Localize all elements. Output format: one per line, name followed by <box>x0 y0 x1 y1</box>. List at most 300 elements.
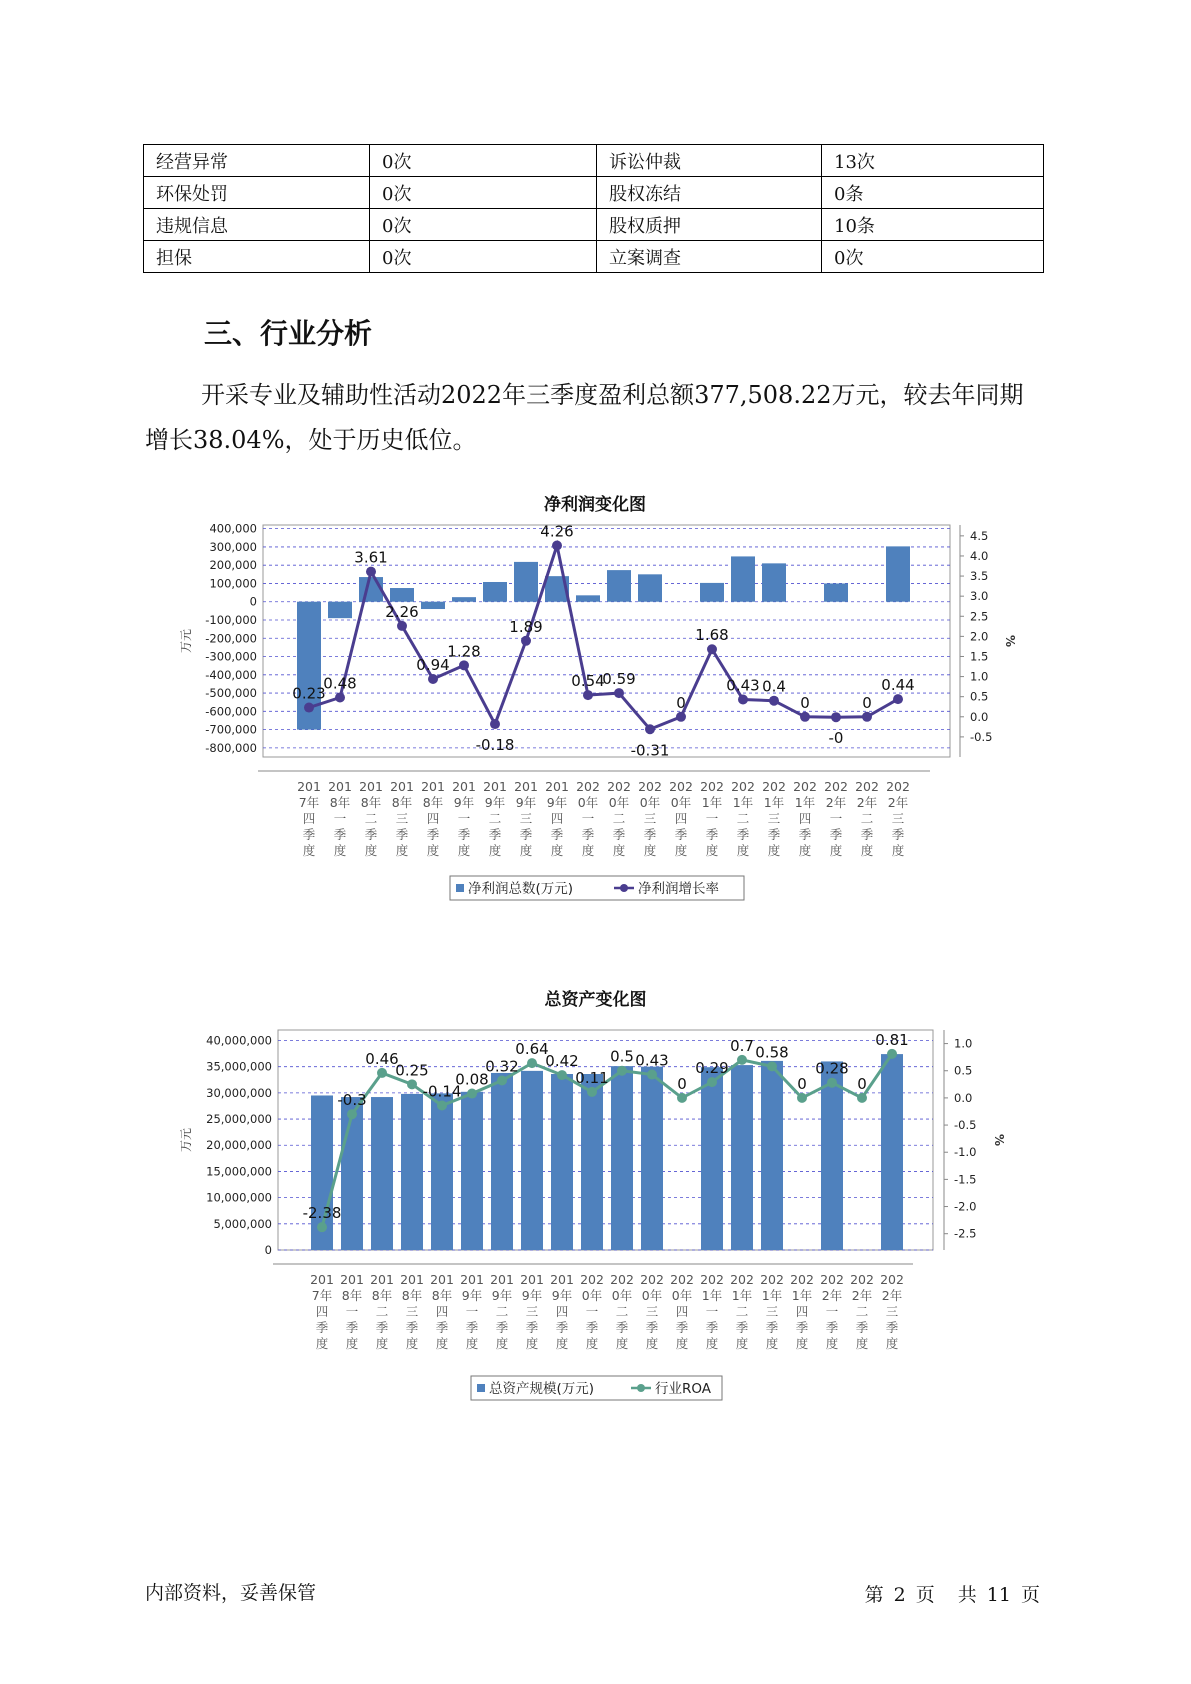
x-tick-label: 季 <box>798 827 812 842</box>
y-tick-label: 15,000,000 <box>206 1164 272 1179</box>
line-point <box>437 1101 447 1111</box>
x-tick-label: 9年 <box>521 1288 543 1303</box>
data-label: 0.28 <box>815 1059 849 1078</box>
right-tick-label: 1.0 <box>954 1036 973 1051</box>
y-tick-label: 400,000 <box>209 521 257 536</box>
x-tick-label: 201 <box>400 1272 424 1287</box>
x-tick-label: 201 <box>550 1272 574 1287</box>
data-label: 0.48 <box>323 674 357 693</box>
legend-bar-swatch <box>477 1384 485 1392</box>
x-tick-label: 季 <box>643 827 657 842</box>
x-tick-label: 1年 <box>761 1288 783 1303</box>
data-label: 0.42 <box>545 1052 579 1071</box>
x-tick-label: 季 <box>735 1320 749 1335</box>
right-tick-label: -0.5 <box>954 1118 977 1133</box>
x-tick-label: 度 <box>525 1336 539 1351</box>
x-tick-label: 7年 <box>298 795 320 810</box>
line-point <box>614 688 624 698</box>
right-tick-label: 1.0 <box>970 669 989 684</box>
x-tick-label: 度 <box>765 1336 779 1351</box>
x-tick-label: 四 <box>315 1304 329 1319</box>
x-tick-label: 度 <box>302 843 316 858</box>
x-tick-label: 四 <box>426 811 440 826</box>
y-tick-label: -300,000 <box>205 649 257 664</box>
data-label: 0.08 <box>455 1070 489 1089</box>
x-tick-label: 四 <box>795 1304 809 1319</box>
data-label: 0.64 <box>515 1040 549 1059</box>
x-tick-label: 季 <box>315 1320 329 1335</box>
x-tick-label: 三 <box>645 1304 659 1319</box>
data-label: 0 <box>857 1074 867 1093</box>
x-tick-label: 0年 <box>671 1288 693 1303</box>
bar <box>371 1097 393 1250</box>
x-tick-label: 度 <box>829 843 843 858</box>
data-label: -0.18 <box>475 736 515 755</box>
risk-item-value: 0次 <box>822 241 1044 273</box>
data-label: -2.38 <box>302 1204 342 1223</box>
x-tick-label: 季 <box>736 827 750 842</box>
x-tick-label: 202 <box>886 779 910 794</box>
x-tick-label: 一 <box>457 811 471 826</box>
line-point <box>557 1070 567 1080</box>
risk-item-label: 股权冻结 <box>597 177 822 209</box>
risk-item-value: 0次 <box>370 209 597 241</box>
x-tick-label: 2年 <box>851 1288 873 1303</box>
x-tick-label: 季 <box>333 827 347 842</box>
x-tick-label: 202 <box>731 779 755 794</box>
bar <box>514 562 538 602</box>
x-tick-label: 季 <box>495 1320 509 1335</box>
x-tick-label: 季 <box>581 827 595 842</box>
x-tick-label: 度 <box>364 843 378 858</box>
right-tick-label: 0.0 <box>970 709 989 724</box>
legend-bar-swatch <box>456 884 464 892</box>
x-tick-label: 度 <box>435 1336 449 1351</box>
risk-table-row <box>144 177 1044 209</box>
data-label: 0.32 <box>485 1057 519 1076</box>
x-tick-label: 度 <box>550 843 564 858</box>
x-tick-label: 9年 <box>515 795 537 810</box>
x-tick-label: 一 <box>705 1304 719 1319</box>
data-label: 3.61 <box>354 548 388 567</box>
x-tick-label: 202 <box>700 779 724 794</box>
x-tick-label: 8年 <box>391 795 413 810</box>
x-tick-label: 度 <box>333 843 347 858</box>
line-point <box>428 674 438 684</box>
x-tick-label: 8年 <box>360 795 382 810</box>
x-tick-label: 度 <box>375 1336 389 1351</box>
data-label: 1.68 <box>695 626 729 645</box>
x-tick-label: 201 <box>421 779 445 794</box>
x-tick-label: 季 <box>405 1320 419 1335</box>
risk-item-label: 环保处罚 <box>144 177 370 209</box>
data-label: -0.31 <box>630 741 670 760</box>
right-tick-label: -2.0 <box>954 1199 977 1214</box>
legend-bar-label: 总资产规模(万元) <box>489 1381 595 1397</box>
x-tick-label: 三 <box>525 1304 539 1319</box>
x-tick-label: 度 <box>585 1336 599 1351</box>
footer-page-number: 第 2 页 共 11 页 <box>864 1584 1040 1606</box>
data-label: 1.89 <box>509 617 543 636</box>
x-tick-label: 四 <box>674 811 688 826</box>
data-label: 0.54 <box>571 672 605 691</box>
line-point <box>767 1061 777 1071</box>
y-tick-label: -800,000 <box>205 740 257 755</box>
x-tick-label: 201 <box>390 779 414 794</box>
x-tick-label: 202 <box>762 779 786 794</box>
x-tick-label: 2年 <box>856 795 878 810</box>
right-tick-label: 2.0 <box>970 629 989 644</box>
x-tick-label: 一 <box>829 811 843 826</box>
y-tick-label: 25,000,000 <box>206 1112 272 1127</box>
right-tick-label: -1.5 <box>954 1172 977 1187</box>
right-tick-label: 1.5 <box>970 649 989 664</box>
bar <box>452 597 476 602</box>
right-axis-title: % <box>1003 634 1017 648</box>
x-tick-label: 四 <box>435 1304 449 1319</box>
x-tick-label: 季 <box>465 1320 479 1335</box>
x-tick-label: 0年 <box>581 1288 603 1303</box>
x-tick-label: 202 <box>607 779 631 794</box>
bar <box>521 1071 543 1250</box>
x-tick-label: 201 <box>545 779 569 794</box>
x-tick-label: 202 <box>824 779 848 794</box>
line-point <box>797 1093 807 1103</box>
line-point <box>490 719 500 729</box>
x-tick-label: 季 <box>525 1320 539 1335</box>
x-tick-label: 二 <box>735 1304 749 1319</box>
data-label: 0.7 <box>730 1036 754 1055</box>
x-tick-label: 度 <box>860 843 874 858</box>
y-tick-label: -700,000 <box>205 722 257 737</box>
x-tick-label: 三 <box>767 811 781 826</box>
x-tick-label: 三 <box>765 1304 779 1319</box>
x-tick-label: 季 <box>645 1320 659 1335</box>
x-tick-label: 度 <box>675 1336 689 1351</box>
right-tick-label: 2.5 <box>970 609 989 624</box>
x-tick-label: 二 <box>488 811 502 826</box>
right-tick-label: 0.5 <box>954 1063 973 1078</box>
x-tick-label: 1年 <box>763 795 785 810</box>
x-tick-label: 度 <box>395 843 409 858</box>
x-tick-label: 0年 <box>608 795 630 810</box>
x-tick-label: 度 <box>612 843 626 858</box>
x-tick-label: 一 <box>581 811 595 826</box>
bar <box>821 1061 843 1250</box>
line-point <box>377 1068 387 1078</box>
x-tick-label: 二 <box>736 811 750 826</box>
risk-item-label: 经营异常 <box>144 145 370 177</box>
x-tick-label: 季 <box>395 827 409 842</box>
data-label: 0.58 <box>755 1043 789 1062</box>
data-label: 0.94 <box>416 655 450 674</box>
line-point <box>552 541 562 551</box>
line-point <box>857 1093 867 1103</box>
risk-item-value: 0次 <box>370 177 597 209</box>
x-tick-label: 201 <box>483 779 507 794</box>
x-tick-label: 度 <box>615 1336 629 1351</box>
legend-line-label: 净利润增长率 <box>638 881 719 897</box>
x-tick-label: 8年 <box>422 795 444 810</box>
line-point <box>647 1070 657 1080</box>
data-label: 0.5 <box>610 1047 634 1066</box>
right-tick-label: 3.5 <box>970 569 989 584</box>
x-tick-label: 季 <box>612 827 626 842</box>
risk-item-label: 诉讼仲裁 <box>597 145 822 177</box>
data-label: 2.26 <box>385 602 419 621</box>
x-tick-label: 1年 <box>701 1288 723 1303</box>
x-tick-label: 2年 <box>825 795 847 810</box>
x-tick-label: 1年 <box>731 1288 753 1303</box>
y-tick-label: 35,000,000 <box>206 1059 272 1074</box>
risk-table-row <box>144 241 1044 273</box>
y-tick-label: 30,000,000 <box>206 1085 272 1100</box>
y-tick-label: -500,000 <box>205 686 257 701</box>
bar <box>607 570 631 602</box>
x-tick-label: 201 <box>460 1272 484 1287</box>
x-tick-label: 二 <box>860 811 874 826</box>
legend-line-marker <box>637 1384 645 1392</box>
legend <box>450 876 744 900</box>
x-tick-label: 2年 <box>881 1288 903 1303</box>
bar <box>581 1074 603 1250</box>
x-tick-label: 二 <box>364 811 378 826</box>
x-tick-label: 2年 <box>821 1288 843 1303</box>
bar <box>390 588 414 602</box>
x-tick-label: 季 <box>795 1320 809 1335</box>
x-tick-label: 度 <box>674 843 688 858</box>
x-tick-label: 202 <box>640 1272 664 1287</box>
x-tick-label: 8年 <box>431 1288 453 1303</box>
x-tick-label: 202 <box>580 1272 604 1287</box>
x-tick-label: 度 <box>519 843 533 858</box>
x-tick-label: 度 <box>705 843 719 858</box>
x-tick-label: 201 <box>514 779 538 794</box>
x-tick-label: 1年 <box>701 795 723 810</box>
line-point <box>769 696 779 706</box>
line-point <box>347 1109 357 1119</box>
x-tick-label: 201 <box>370 1272 394 1287</box>
x-tick-label: 度 <box>736 843 750 858</box>
data-label: 0 <box>676 693 686 712</box>
x-tick-label: 度 <box>855 1336 869 1351</box>
x-tick-label: 9年 <box>453 795 475 810</box>
x-tick-label: 季 <box>860 827 874 842</box>
risk-table-row <box>144 145 1044 177</box>
y-tick-label: 10,000,000 <box>206 1190 272 1205</box>
bar <box>761 1061 783 1250</box>
bar <box>461 1092 483 1250</box>
x-tick-label: 202 <box>760 1272 784 1287</box>
x-tick-label: 度 <box>345 1336 359 1351</box>
data-label: 0.25 <box>395 1061 429 1080</box>
x-tick-label: 度 <box>555 1336 569 1351</box>
x-tick-label: 季 <box>674 827 688 842</box>
x-tick-label: 201 <box>340 1272 364 1287</box>
x-tick-label: 8年 <box>371 1288 393 1303</box>
x-tick-label: 201 <box>359 779 383 794</box>
x-tick-label: 0年 <box>611 1288 633 1303</box>
x-tick-label: 季 <box>855 1320 869 1335</box>
data-label: 0.29 <box>695 1059 729 1078</box>
analysis-paragraph: 开采专业及辅助性活动2022年三季度盈利总额377,508.22万元，较去年同期增长38.04%，处于历史低位。 <box>145 381 1024 454</box>
y-tick-label: 20,000,000 <box>206 1138 272 1153</box>
data-label: -0.3 <box>337 1091 367 1110</box>
y-tick-label: -200,000 <box>205 631 257 646</box>
line-point <box>831 712 841 722</box>
y-tick-label: 0 <box>249 594 257 609</box>
y-tick-label: 200,000 <box>209 558 257 573</box>
x-tick-label: 季 <box>705 827 719 842</box>
line-point <box>583 690 593 700</box>
line-point <box>737 1055 747 1065</box>
x-tick-label: 7年 <box>311 1288 333 1303</box>
x-tick-label: 度 <box>795 1336 809 1351</box>
risk-item-value: 0条 <box>822 177 1044 209</box>
line-point <box>738 695 748 705</box>
bar <box>886 546 910 601</box>
line-point <box>335 692 345 702</box>
x-tick-label: 季 <box>675 1320 689 1335</box>
x-tick-label: 0年 <box>577 795 599 810</box>
x-tick-label: 0年 <box>641 1288 663 1303</box>
x-tick-label: 0年 <box>639 795 661 810</box>
x-tick-label: 度 <box>645 1336 659 1351</box>
x-tick-label: 季 <box>345 1320 359 1335</box>
right-tick-label: 3.0 <box>970 589 989 604</box>
risk-item-value: 0次 <box>370 241 597 273</box>
x-tick-label: 季 <box>302 827 316 842</box>
x-tick-label: 一 <box>333 811 347 826</box>
x-tick-label: 度 <box>643 843 657 858</box>
total-assets-chart <box>0 1025 1191 1435</box>
x-tick-label: 季 <box>364 827 378 842</box>
data-label: 0.23 <box>292 684 326 703</box>
line-point <box>862 712 872 722</box>
x-tick-label: 202 <box>700 1272 724 1287</box>
total-assets-chart-title: 总资产变化图 <box>544 990 647 1010</box>
x-tick-label: 202 <box>638 779 662 794</box>
x-tick-label: 三 <box>643 811 657 826</box>
x-tick-label: 季 <box>555 1320 569 1335</box>
bar <box>431 1093 453 1250</box>
line-point <box>707 644 717 654</box>
x-tick-label: 季 <box>585 1320 599 1335</box>
data-label: 0.46 <box>365 1049 399 1068</box>
x-tick-label: 201 <box>297 779 321 794</box>
x-tick-label: 度 <box>767 843 781 858</box>
data-label: 0.81 <box>875 1030 909 1049</box>
legend <box>471 1376 722 1400</box>
x-tick-label: 度 <box>891 843 905 858</box>
x-tick-label: 202 <box>669 779 693 794</box>
line-point <box>887 1049 897 1059</box>
x-tick-label: 1年 <box>794 795 816 810</box>
risk-info-table <box>143 144 1044 273</box>
x-tick-label: 季 <box>825 1320 839 1335</box>
bar <box>638 574 662 601</box>
y-tick-label: 300,000 <box>209 539 257 554</box>
x-tick-label: 四 <box>555 1304 569 1319</box>
x-tick-label: 202 <box>855 779 879 794</box>
bar <box>881 1054 903 1250</box>
x-tick-label: 度 <box>885 1336 899 1351</box>
x-tick-label: 8年 <box>401 1288 423 1303</box>
x-tick-label: 201 <box>520 1272 544 1287</box>
line-point <box>617 1066 627 1076</box>
bar <box>824 583 848 601</box>
line-point <box>521 636 531 646</box>
x-tick-label: 201 <box>328 779 352 794</box>
x-tick-label: 季 <box>457 827 471 842</box>
data-label: 0 <box>677 1074 687 1093</box>
bar <box>483 582 507 602</box>
data-label: -0.14 <box>422 1082 462 1101</box>
bar <box>328 602 352 618</box>
x-tick-label: 四 <box>302 811 316 826</box>
x-tick-label: 二 <box>375 1304 389 1319</box>
x-tick-label: 季 <box>426 827 440 842</box>
y-tick-label: -400,000 <box>205 667 257 682</box>
legend-line-marker <box>620 884 628 892</box>
x-tick-label: 季 <box>519 827 533 842</box>
x-tick-label: 季 <box>615 1320 629 1335</box>
x-tick-label: 202 <box>793 779 817 794</box>
y-tick-label: -100,000 <box>205 612 257 627</box>
x-tick-label: 202 <box>880 1272 904 1287</box>
data-label: 0.44 <box>881 676 915 695</box>
x-tick-label: 二 <box>855 1304 869 1319</box>
line-point <box>800 712 810 722</box>
bar <box>359 577 383 602</box>
x-tick-label: 三 <box>885 1304 899 1319</box>
x-tick-label: 度 <box>426 843 440 858</box>
x-tick-label: 度 <box>405 1336 419 1351</box>
bar <box>421 602 445 609</box>
line-point <box>407 1079 417 1089</box>
x-tick-label: 三 <box>395 811 409 826</box>
bar <box>701 1067 723 1250</box>
x-tick-label: 9年 <box>484 795 506 810</box>
data-label: 0.43 <box>635 1051 669 1070</box>
line-point <box>707 1077 717 1087</box>
legend-bar-label: 净利润总数(万元) <box>468 881 574 897</box>
x-tick-label: 度 <box>457 843 471 858</box>
x-tick-label: 一 <box>345 1304 359 1319</box>
right-tick-label: 0.5 <box>970 689 989 704</box>
risk-item-value: 10条 <box>822 209 1044 241</box>
y-tick-label: 40,000,000 <box>206 1033 272 1048</box>
x-tick-label: 度 <box>705 1336 719 1351</box>
data-label: 0 <box>800 693 810 712</box>
risk-table-row <box>144 209 1044 241</box>
legend-line-label: 行业ROA <box>655 1381 712 1397</box>
chart-title: 净利润变化图 <box>544 495 646 515</box>
right-axis-title: % <box>992 1133 1006 1147</box>
line-point <box>304 703 314 713</box>
line-point <box>893 694 903 704</box>
x-tick-label: 度 <box>465 1336 479 1351</box>
x-tick-label: 度 <box>798 843 812 858</box>
x-tick-label: 二 <box>612 811 626 826</box>
x-tick-label: 四 <box>675 1304 689 1319</box>
right-tick-label: 4.0 <box>970 548 989 563</box>
x-tick-label: 9年 <box>551 1288 573 1303</box>
line-point <box>497 1076 507 1086</box>
y-axis-title: 万元 <box>179 1127 193 1153</box>
x-tick-label: 202 <box>610 1272 634 1287</box>
x-tick-label: 一 <box>585 1304 599 1319</box>
